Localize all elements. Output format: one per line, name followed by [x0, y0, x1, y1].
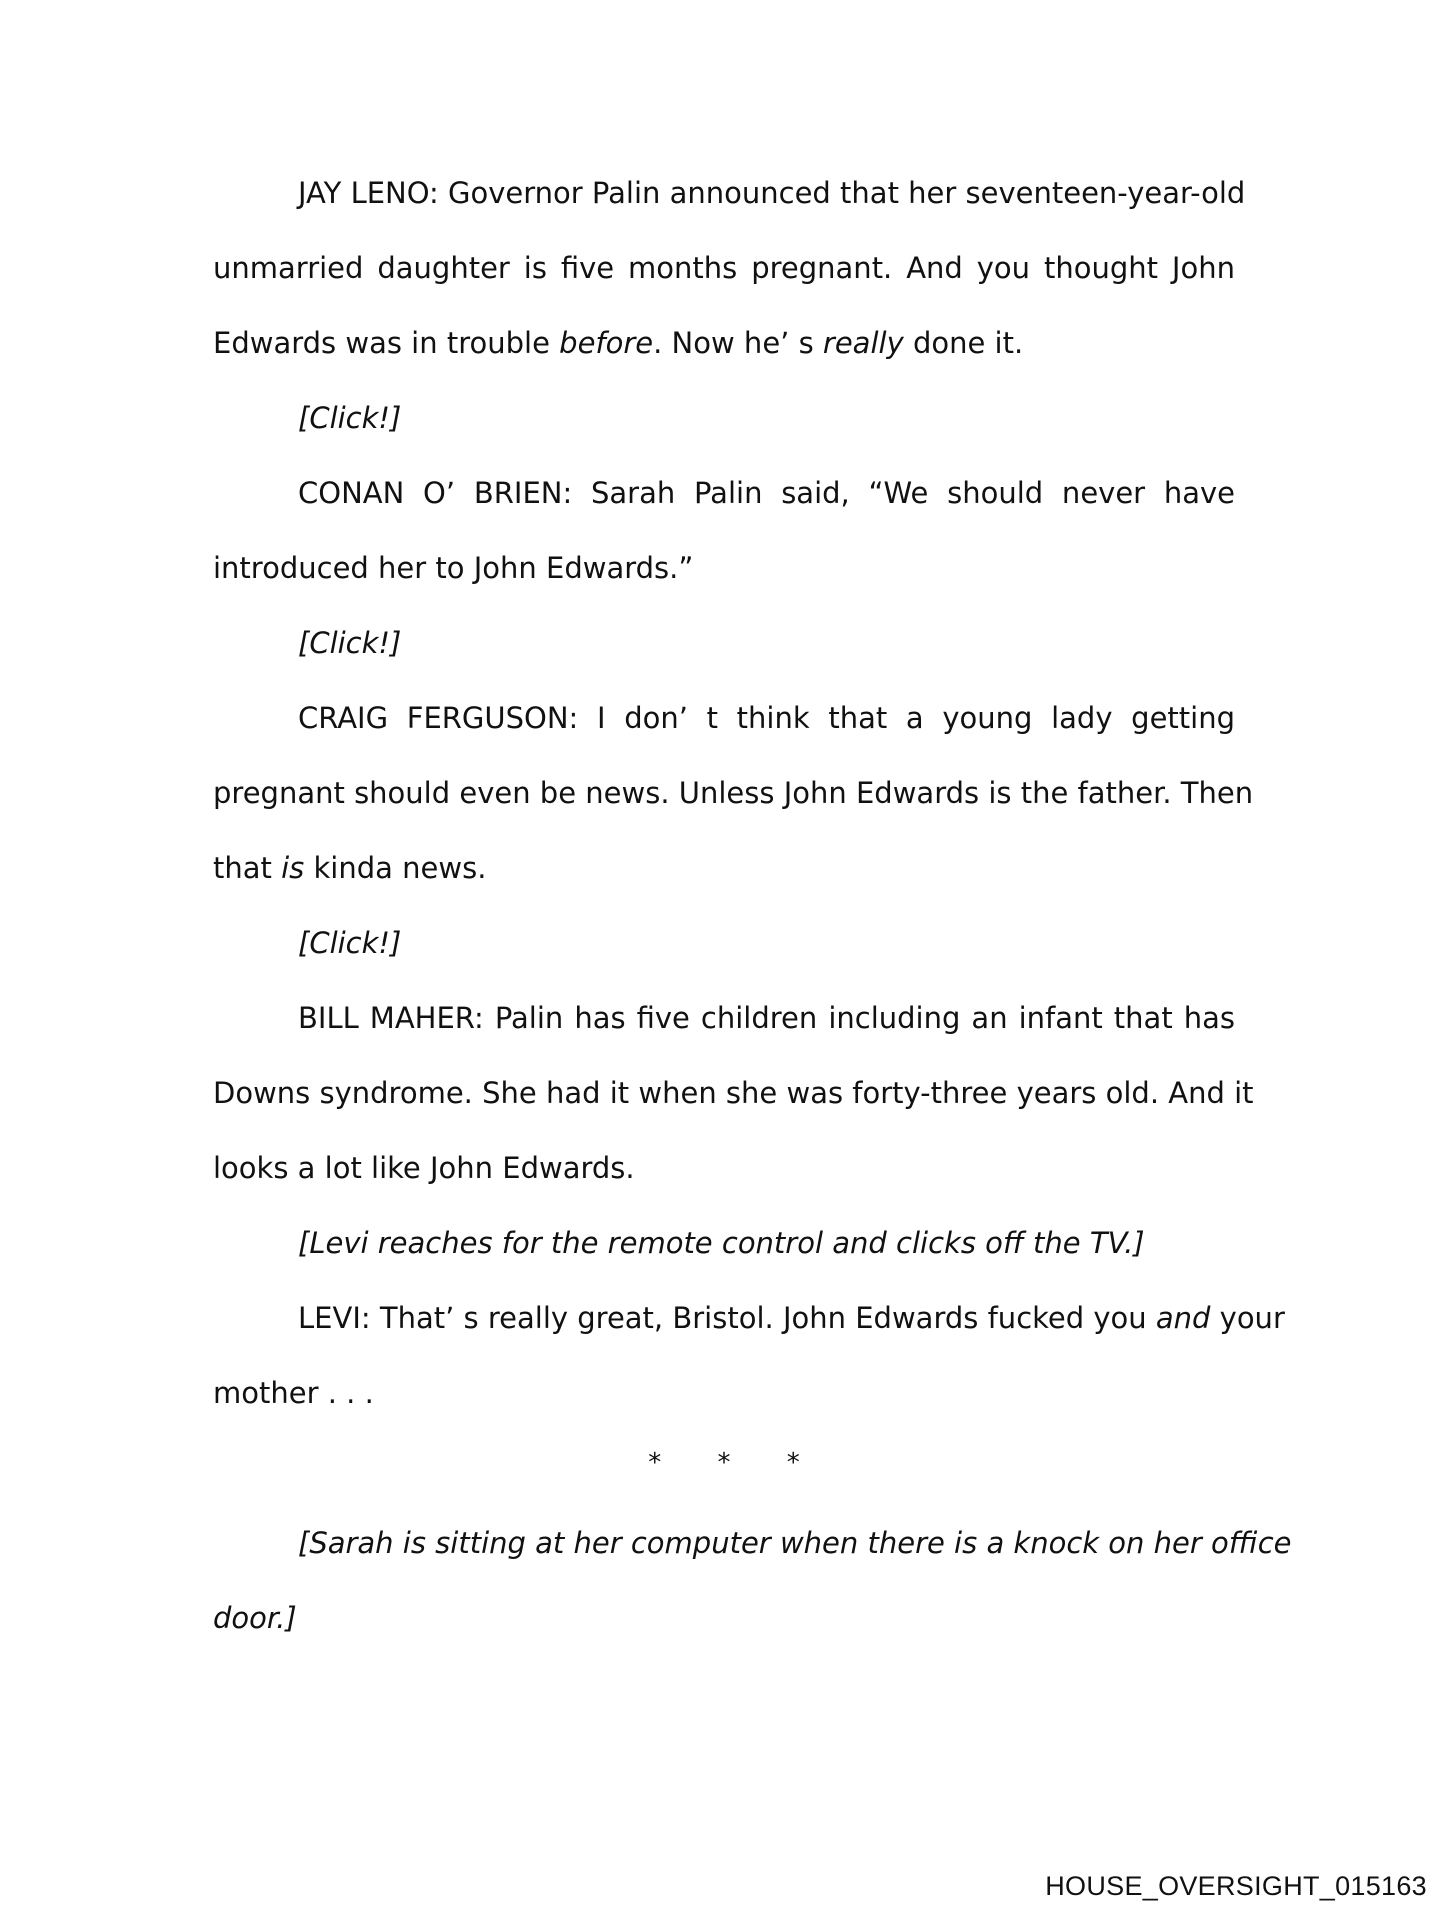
ferguson-line-1: CRAIG FERGUSON: I don’ t think that a young lady getting [298, 701, 1235, 735]
maher-line-3: looks a lot like John Edwards. [213, 1151, 635, 1185]
jay-leno-line-1: JAY LENO: Governor Palin announced that her seventeen-year-old [298, 176, 1246, 210]
text-span: LEVI: That’ s really great, Bristol. John Edwards fucked you [298, 1301, 1156, 1335]
text-span: kinda news. [304, 851, 487, 885]
stage-direction-sarah-line-2: door.] [213, 1601, 297, 1635]
levi-line-1 [298, 1298, 1285, 1338]
italic-emphasis: before [559, 326, 654, 360]
jay-leno-line-3 [213, 323, 1235, 363]
jay-leno-line-2: unmarried daughter is five months pregnant. And you thought John [213, 251, 1235, 285]
maher-line-2: Downs syndrome. She had it when she was forty-three years old. And it [213, 1076, 1254, 1110]
conan-line-2: introduced her to John Edwards.” [213, 551, 694, 585]
italic-emphasis: and [1155, 1301, 1211, 1335]
levi-line-2: mother . . . [213, 1376, 374, 1410]
stage-direction-click: [Click!] [298, 926, 402, 960]
maher-line-1: BILL MAHER: Palin has five children including an infant that has [298, 1001, 1235, 1035]
italic-emphasis: really [822, 326, 904, 360]
scene-separator: * * * [648, 1448, 824, 1478]
stage-direction-click: [Click!] [298, 626, 402, 660]
text-span: done it. [903, 326, 1024, 360]
text-span: your [1210, 1301, 1285, 1335]
ferguson-line-2: pregnant should even be news. Unless John Edwards is the father. Then [213, 776, 1254, 810]
italic-emphasis: is [281, 851, 305, 885]
stage-direction-click: [Click!] [298, 401, 402, 435]
conan-line-1: CONAN O’ BRIEN: Sarah Palin said, “We should never have [298, 476, 1235, 510]
stage-direction-sarah-line-1: [Sarah is sitting at her computer when there is a knock on her office [298, 1526, 1292, 1560]
text-span: . Now he’ s [653, 326, 823, 360]
ferguson-line-3 [213, 848, 1235, 888]
text-span: that [213, 851, 282, 885]
text-span: Edwards was in trouble [213, 326, 560, 360]
bates-stamp: HOUSE_OVERSIGHT_015163 [1045, 1871, 1427, 1901]
stage-direction-levi: [Levi reaches for the remote control and clicks off the TV.] [298, 1226, 1145, 1260]
